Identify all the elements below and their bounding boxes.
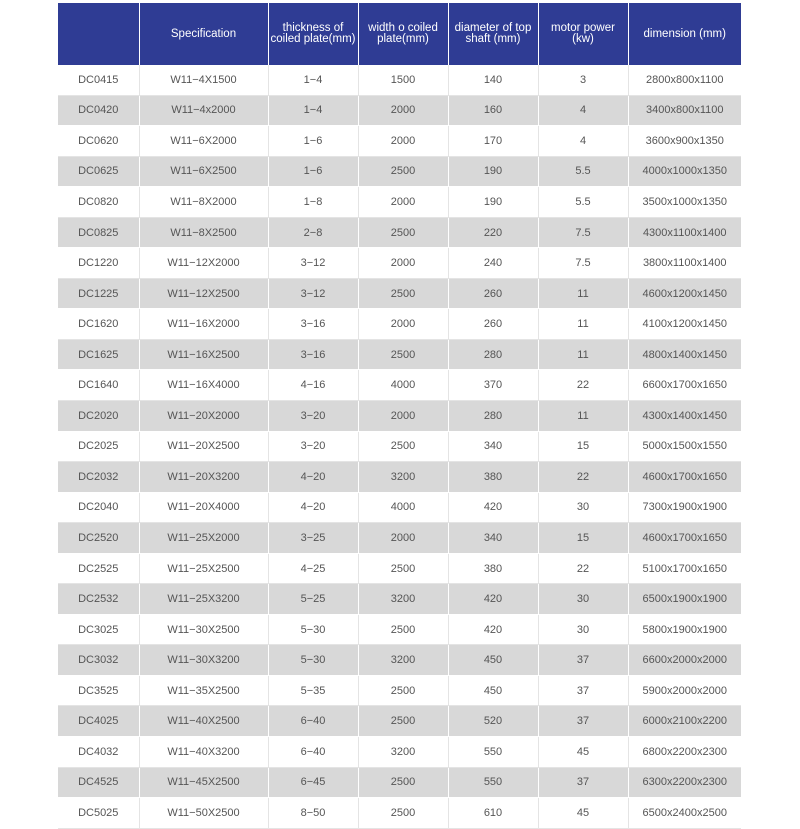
table-row — [58, 614, 741, 645]
header-cell-motor-power: motor power (kw) — [538, 3, 628, 65]
cell-thickness: 5−25 — [268, 584, 358, 615]
cell-width: 2000 — [358, 95, 448, 126]
cell-specification: W11−25X2000 — [139, 523, 268, 554]
cell-motor-power: 37 — [538, 706, 628, 737]
cell-motor-power: 15 — [538, 523, 628, 554]
cell-thickness: 4−25 — [268, 553, 358, 584]
cell-shaft-diameter: 280 — [448, 401, 538, 432]
cell-model: DC0820 — [58, 187, 139, 218]
cell-dimension: 6600x2000x2000 — [628, 645, 741, 676]
cell-thickness: 1−6 — [268, 126, 358, 157]
cell-model: DC3525 — [58, 675, 139, 706]
cell-motor-power: 22 — [538, 462, 628, 493]
cell-model: DC2532 — [58, 584, 139, 615]
table-row — [58, 737, 741, 768]
cell-dimension: 5900x2000x2000 — [628, 675, 741, 706]
cell-dimension: 2800x800x1100 — [628, 65, 741, 95]
cell-specification: W11−6X2500 — [139, 156, 268, 187]
cell-dimension: 4600x1700x1650 — [628, 523, 741, 554]
table-row — [58, 553, 741, 584]
cell-shaft-diameter: 420 — [448, 614, 538, 645]
cell-model: DC2032 — [58, 462, 139, 493]
table-body — [58, 65, 741, 828]
cell-motor-power: 11 — [538, 278, 628, 309]
table-row — [58, 65, 741, 95]
header-cell-dimension: dimension (mm) — [628, 3, 741, 65]
cell-width: 2500 — [358, 553, 448, 584]
cell-motor-power: 11 — [538, 339, 628, 370]
cell-specification: W11−16X4000 — [139, 370, 268, 401]
cell-specification: W11−12X2000 — [139, 248, 268, 279]
cell-thickness: 1−4 — [268, 65, 358, 95]
cell-dimension: 4300x1100x1400 — [628, 217, 741, 248]
cell-dimension: 6600x1700x1650 — [628, 370, 741, 401]
cell-width: 3200 — [358, 645, 448, 676]
cell-shaft-diameter: 340 — [448, 523, 538, 554]
cell-width: 4000 — [358, 492, 448, 523]
cell-model: DC0420 — [58, 95, 139, 126]
cell-shaft-diameter: 380 — [448, 553, 538, 584]
cell-shaft-diameter: 550 — [448, 767, 538, 798]
cell-thickness: 3−20 — [268, 431, 358, 462]
cell-width: 2500 — [358, 675, 448, 706]
cell-dimension: 5100x1700x1650 — [628, 553, 741, 584]
cell-shaft-diameter: 260 — [448, 278, 538, 309]
cell-specification: W11−4x2000 — [139, 95, 268, 126]
cell-shaft-diameter: 550 — [448, 737, 538, 768]
header-cell-thickness: thickness of coiled plate(mm) — [268, 3, 358, 65]
cell-specification: W11−16X2500 — [139, 339, 268, 370]
cell-motor-power: 30 — [538, 614, 628, 645]
cell-specification: W11−30X2500 — [139, 614, 268, 645]
cell-shaft-diameter: 380 — [448, 462, 538, 493]
table-row — [58, 156, 741, 187]
cell-specification: W11−8X2000 — [139, 187, 268, 218]
table-row — [58, 798, 741, 829]
cell-motor-power: 4 — [538, 95, 628, 126]
cell-thickness: 3−16 — [268, 339, 358, 370]
cell-model: DC1220 — [58, 248, 139, 279]
cell-thickness: 3−25 — [268, 523, 358, 554]
cell-shaft-diameter: 280 — [448, 339, 538, 370]
cell-width: 2500 — [358, 339, 448, 370]
cell-thickness: 6−40 — [268, 706, 358, 737]
cell-specification: W11−25X3200 — [139, 584, 268, 615]
cell-motor-power: 11 — [538, 401, 628, 432]
cell-specification: W11−4X1500 — [139, 65, 268, 95]
cell-width: 2500 — [358, 798, 448, 829]
cell-dimension: 3400x800x1100 — [628, 95, 741, 126]
header-cell-model — [58, 3, 139, 65]
cell-width: 2500 — [358, 614, 448, 645]
cell-dimension: 4600x1700x1650 — [628, 462, 741, 493]
header-row — [58, 3, 741, 65]
cell-specification: W11−35X2500 — [139, 675, 268, 706]
cell-width: 2500 — [358, 278, 448, 309]
cell-motor-power: 5.5 — [538, 156, 628, 187]
cell-dimension: 4600x1200x1450 — [628, 278, 741, 309]
table-row — [58, 339, 741, 370]
cell-dimension: 3500x1000x1350 — [628, 187, 741, 218]
cell-shaft-diameter: 160 — [448, 95, 538, 126]
cell-specification: W11−40X3200 — [139, 737, 268, 768]
cell-thickness: 6−40 — [268, 737, 358, 768]
cell-width: 3200 — [358, 584, 448, 615]
cell-dimension: 4300x1400x1450 — [628, 401, 741, 432]
cell-shaft-diameter: 170 — [448, 126, 538, 157]
cell-specification: W11−40X2500 — [139, 706, 268, 737]
cell-shaft-diameter: 240 — [448, 248, 538, 279]
cell-width: 3200 — [358, 737, 448, 768]
cell-motor-power: 37 — [538, 645, 628, 676]
cell-shaft-diameter: 450 — [448, 675, 538, 706]
table-row — [58, 309, 741, 340]
cell-width: 2500 — [358, 431, 448, 462]
cell-model: DC5025 — [58, 798, 139, 829]
cell-width: 2500 — [358, 156, 448, 187]
cell-shaft-diameter: 420 — [448, 584, 538, 615]
cell-dimension: 3800x1100x1400 — [628, 248, 741, 279]
cell-dimension: 7300x1900x1900 — [628, 492, 741, 523]
cell-motor-power: 11 — [538, 309, 628, 340]
cell-width: 2000 — [358, 309, 448, 340]
cell-thickness: 8−50 — [268, 798, 358, 829]
cell-width: 2500 — [358, 217, 448, 248]
table-header — [58, 3, 741, 65]
cell-specification: W11−20X2500 — [139, 431, 268, 462]
table-row — [58, 95, 741, 126]
cell-specification: W11−20X2000 — [139, 401, 268, 432]
cell-specification: W11−8X2500 — [139, 217, 268, 248]
cell-thickness: 4−20 — [268, 492, 358, 523]
cell-thickness: 5−30 — [268, 645, 358, 676]
cell-dimension: 6500x1900x1900 — [628, 584, 741, 615]
cell-thickness: 3−16 — [268, 309, 358, 340]
table-row — [58, 370, 741, 401]
cell-thickness: 3−12 — [268, 248, 358, 279]
cell-model: DC2040 — [58, 492, 139, 523]
cell-dimension: 3600x900x1350 — [628, 126, 741, 157]
cell-width: 2000 — [358, 187, 448, 218]
cell-width: 3200 — [358, 462, 448, 493]
cell-thickness: 4−20 — [268, 462, 358, 493]
cell-motor-power: 37 — [538, 767, 628, 798]
cell-thickness: 5−30 — [268, 614, 358, 645]
spec-table — [58, 3, 741, 829]
cell-width: 4000 — [358, 370, 448, 401]
cell-motor-power: 22 — [538, 370, 628, 401]
cell-shaft-diameter: 220 — [448, 217, 538, 248]
cell-thickness: 1−4 — [268, 95, 358, 126]
cell-specification: W11−45X2500 — [139, 767, 268, 798]
cell-shaft-diameter: 140 — [448, 65, 538, 95]
table-row — [58, 431, 741, 462]
cell-model: DC2020 — [58, 401, 139, 432]
cell-shaft-diameter: 260 — [448, 309, 538, 340]
cell-model: DC4525 — [58, 767, 139, 798]
cell-motor-power: 30 — [538, 492, 628, 523]
cell-specification: W11−20X4000 — [139, 492, 268, 523]
cell-shaft-diameter: 520 — [448, 706, 538, 737]
cell-width: 2000 — [358, 401, 448, 432]
table-row — [58, 217, 741, 248]
table-row — [58, 523, 741, 554]
cell-model: DC4032 — [58, 737, 139, 768]
cell-width: 2000 — [358, 126, 448, 157]
table-row — [58, 187, 741, 218]
cell-width: 1500 — [358, 65, 448, 95]
cell-motor-power: 15 — [538, 431, 628, 462]
cell-dimension: 6800x2200x2300 — [628, 737, 741, 768]
table-row — [58, 706, 741, 737]
cell-motor-power: 30 — [538, 584, 628, 615]
cell-motor-power: 7.5 — [538, 248, 628, 279]
cell-model: DC0625 — [58, 156, 139, 187]
cell-model: DC0415 — [58, 65, 139, 95]
cell-motor-power: 5.5 — [538, 187, 628, 218]
cell-motor-power: 22 — [538, 553, 628, 584]
cell-shaft-diameter: 190 — [448, 187, 538, 218]
cell-specification: W11−30X3200 — [139, 645, 268, 676]
cell-motor-power: 3 — [538, 65, 628, 95]
cell-model: DC2025 — [58, 431, 139, 462]
cell-model: DC3032 — [58, 645, 139, 676]
cell-shaft-diameter: 340 — [448, 431, 538, 462]
cell-dimension: 6000x2100x2200 — [628, 706, 741, 737]
cell-thickness: 4−16 — [268, 370, 358, 401]
cell-dimension: 6300x2200x2300 — [628, 767, 741, 798]
cell-width: 2000 — [358, 523, 448, 554]
cell-model: DC0620 — [58, 126, 139, 157]
cell-thickness: 1−6 — [268, 156, 358, 187]
cell-specification: W11−16X2000 — [139, 309, 268, 340]
cell-thickness: 6−45 — [268, 767, 358, 798]
cell-model: DC1620 — [58, 309, 139, 340]
cell-dimension: 4000x1000x1350 — [628, 156, 741, 187]
cell-dimension: 5800x1900x1900 — [628, 614, 741, 645]
header-cell-specification: Specification — [139, 3, 268, 65]
cell-shaft-diameter: 190 — [448, 156, 538, 187]
cell-thickness: 1−8 — [268, 187, 358, 218]
cell-model: DC2520 — [58, 523, 139, 554]
header-cell-width: width o coiled plate(mm) — [358, 3, 448, 65]
cell-model: DC3025 — [58, 614, 139, 645]
cell-shaft-diameter: 610 — [448, 798, 538, 829]
cell-motor-power: 45 — [538, 737, 628, 768]
cell-dimension: 4800x1400x1450 — [628, 339, 741, 370]
table-row — [58, 492, 741, 523]
cell-width: 2000 — [358, 248, 448, 279]
table-row — [58, 401, 741, 432]
table-row — [58, 645, 741, 676]
table-row — [58, 584, 741, 615]
cell-model: DC2525 — [58, 553, 139, 584]
cell-model: DC1640 — [58, 370, 139, 401]
cell-model: DC1225 — [58, 278, 139, 309]
cell-thickness: 3−12 — [268, 278, 358, 309]
cell-model: DC4025 — [58, 706, 139, 737]
cell-thickness: 3−20 — [268, 401, 358, 432]
table-row — [58, 126, 741, 157]
table-row — [58, 675, 741, 706]
cell-shaft-diameter: 450 — [448, 645, 538, 676]
cell-specification: W11−25X2500 — [139, 553, 268, 584]
cell-specification: W11−12X2500 — [139, 278, 268, 309]
cell-shaft-diameter: 420 — [448, 492, 538, 523]
table-row — [58, 278, 741, 309]
cell-width: 2500 — [358, 706, 448, 737]
cell-specification: W11−6X2000 — [139, 126, 268, 157]
cell-motor-power: 4 — [538, 126, 628, 157]
cell-thickness: 5−35 — [268, 675, 358, 706]
cell-model: DC0825 — [58, 217, 139, 248]
header-cell-shaft-diameter: diameter of top shaft (mm) — [448, 3, 538, 65]
cell-dimension: 4100x1200x1450 — [628, 309, 741, 340]
cell-specification: W11−20X3200 — [139, 462, 268, 493]
cell-width: 2500 — [358, 767, 448, 798]
cell-specification: W11−50X2500 — [139, 798, 268, 829]
cell-thickness: 2−8 — [268, 217, 358, 248]
table-row — [58, 462, 741, 493]
cell-shaft-diameter: 370 — [448, 370, 538, 401]
cell-motor-power: 37 — [538, 675, 628, 706]
table-row — [58, 767, 741, 798]
cell-motor-power: 45 — [538, 798, 628, 829]
cell-dimension: 5000x1500x1550 — [628, 431, 741, 462]
table-row — [58, 248, 741, 279]
cell-dimension: 6500x2400x2500 — [628, 798, 741, 829]
cell-motor-power: 7.5 — [538, 217, 628, 248]
cell-model: DC1625 — [58, 339, 139, 370]
